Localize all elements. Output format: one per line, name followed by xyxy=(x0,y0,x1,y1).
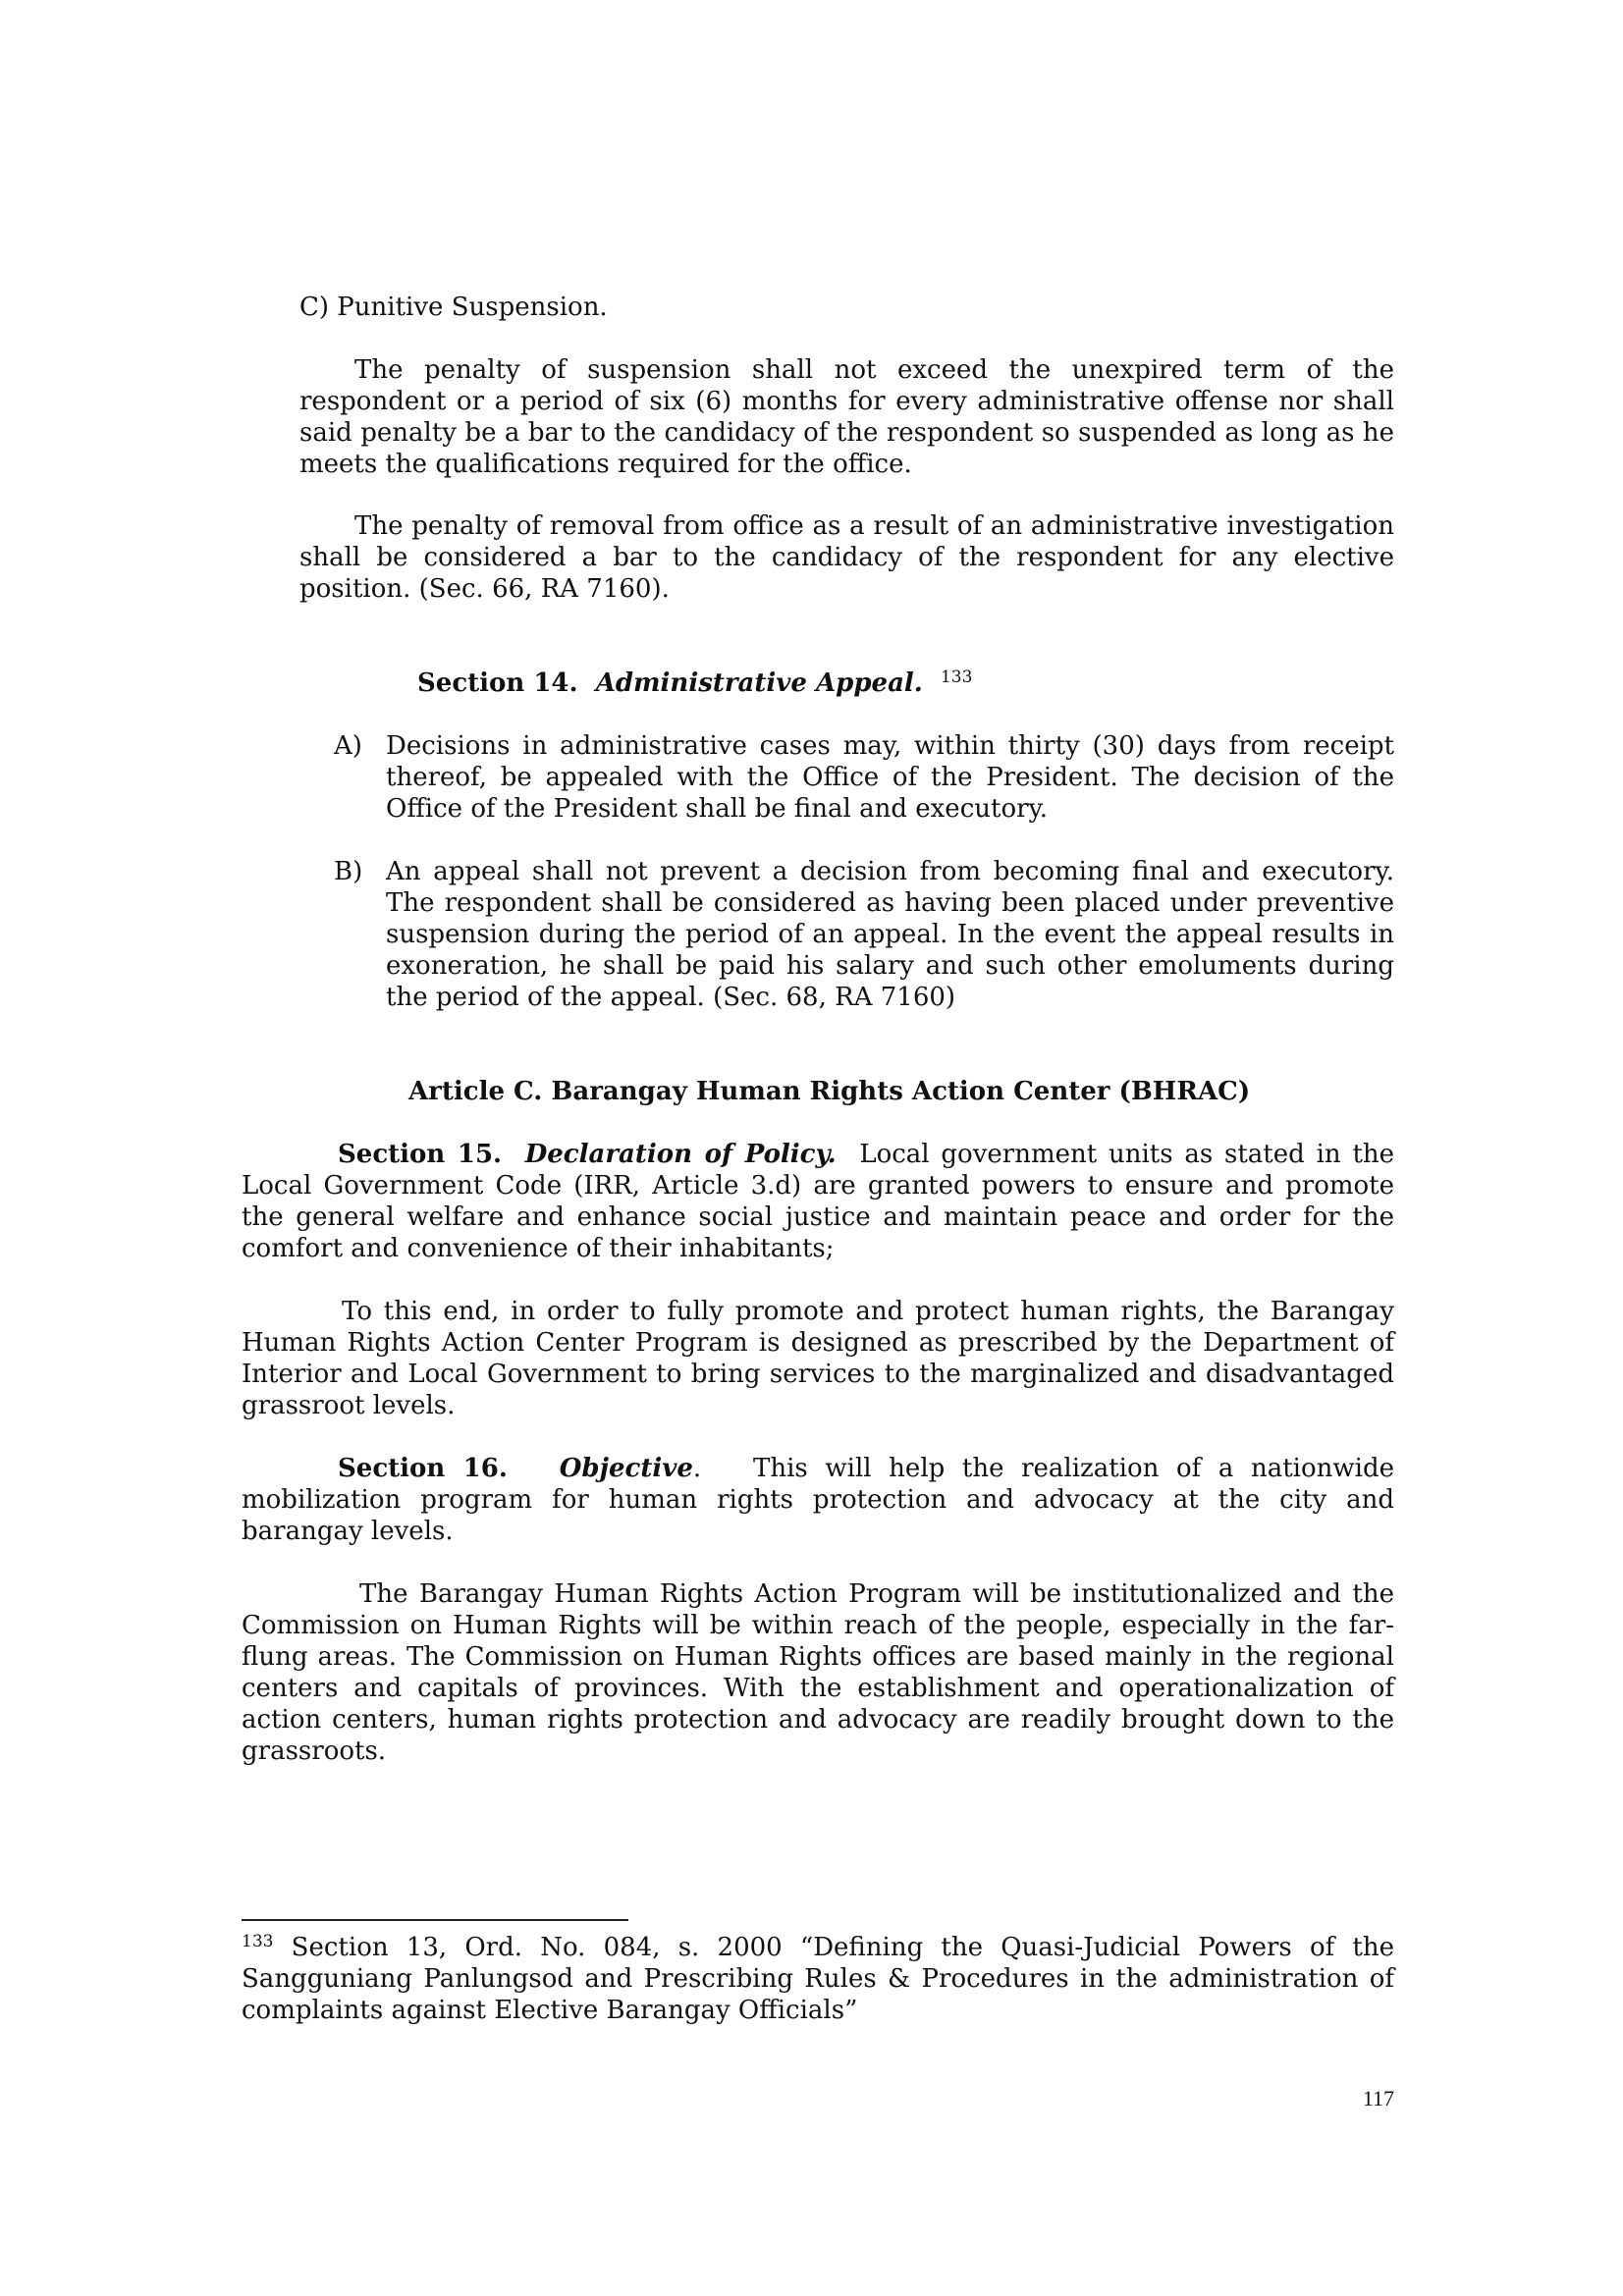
subsection-heading-c: C) Punitive Suspension. xyxy=(299,293,608,322)
paragraph-suspension: The penalty of suspension shall not exceed the unexpired term of the respondent or a period of six (6) months for every administrative offense nor shall said penalty be a bar to the candidacy of the respondent so suspended as long as he meets the qualifications required for the office. xyxy=(299,355,1394,479)
section-14-label: Section 14. xyxy=(417,668,578,698)
section-14-heading xyxy=(417,667,972,699)
section-16-paragraph: Section 16. Objective. This will help the realization of a nationwide mobilization program for human rights protection and advocacy at the city and barangay levels. xyxy=(242,1454,1394,1546)
list-item-text: An appeal shall not prevent a decision from becoming final and executory. The respondent shall be considered as having been placed under preventive suspension during the period of an appeal. In the event the appeal results in exoneration, he shall be paid his salary and such other emoluments during the period of the appeal. (Sec. 68, RA 7160) xyxy=(386,857,1394,1012)
footnote xyxy=(242,1932,1394,2026)
article-c-heading: Article C. Barangay Human Rights Action Center (BHRAC) xyxy=(408,1077,1251,1106)
list-item xyxy=(334,856,1394,1013)
section-16-title: Objective xyxy=(559,1454,693,1483)
paragraph-removal: The penalty of removal from office as a result of an administrative investigation shall be considered a bar to the candidacy of the respondent for any elective position. (Sec. 66, RA 7160). xyxy=(299,511,1394,604)
footnote-text: Section 13, Ord. No. 084, s. 2000 “Defining the Quasi-Judicial Powers of the Sangguniang Panlungsod and Prescribing Rules & Procedures in the administration of complaints against Elective Barangay Officials” xyxy=(242,1933,1395,2025)
paragraph-to-this-end: To this end, in order to fully promote and protect human rights, the Barangay Human Rights Action Center Program is designed as prescribed by the Department of Interior and Local Government to bring services to the marginalized and disadvantaged grassroot levels. xyxy=(242,1297,1394,1420)
footnote-ref[interactable]: 133 xyxy=(940,667,973,687)
section-15-text: Local government units as stated in the Local Government Code (IRR, Article 3.d) are granted powers to ensure and promote the general welfare and enhance social justice and maintain peace and order for the comfort and convenience of their inhabitants; xyxy=(242,1140,1395,1263)
list-marker: B) xyxy=(334,857,363,886)
section-15-title: Declaration of Policy. xyxy=(524,1140,837,1169)
footnote-number: 133 xyxy=(242,1932,274,1951)
section-15-paragraph xyxy=(242,1139,1394,1264)
list-marker: A) xyxy=(334,731,362,761)
list-item-text: Decisions in administrative cases may, within thirty (30) days from receipt thereof, be appealed with the Office of the President. The decision of the Office of the President shall be final and executory. xyxy=(386,731,1394,824)
page-number: 117 xyxy=(1362,2086,1394,2110)
footnote-separator xyxy=(242,1919,628,1921)
section-15-label: Section 15. xyxy=(338,1140,503,1169)
section-14-title: Administrative Appeal. xyxy=(595,668,923,698)
paragraph-program: The Barangay Human Rights Action Program will be institutionalized and the Commission on Human Rights will be within reach of the people, especially in the far-flung areas. The Commission on Human Rights offices are based mainly in the regional centers and capitals of provinces. With the establishment and operationalization of action centers, human rights protection and advocacy are readily brought down to the grassroots. xyxy=(242,1579,1394,1766)
section-16-text: This will help the realization of a nationwide mobilization program for human rights protection and advocacy at the city and barangay levels. xyxy=(242,1454,1394,1546)
list-item xyxy=(334,730,1394,825)
section-16-label: Section 16. xyxy=(338,1454,508,1483)
